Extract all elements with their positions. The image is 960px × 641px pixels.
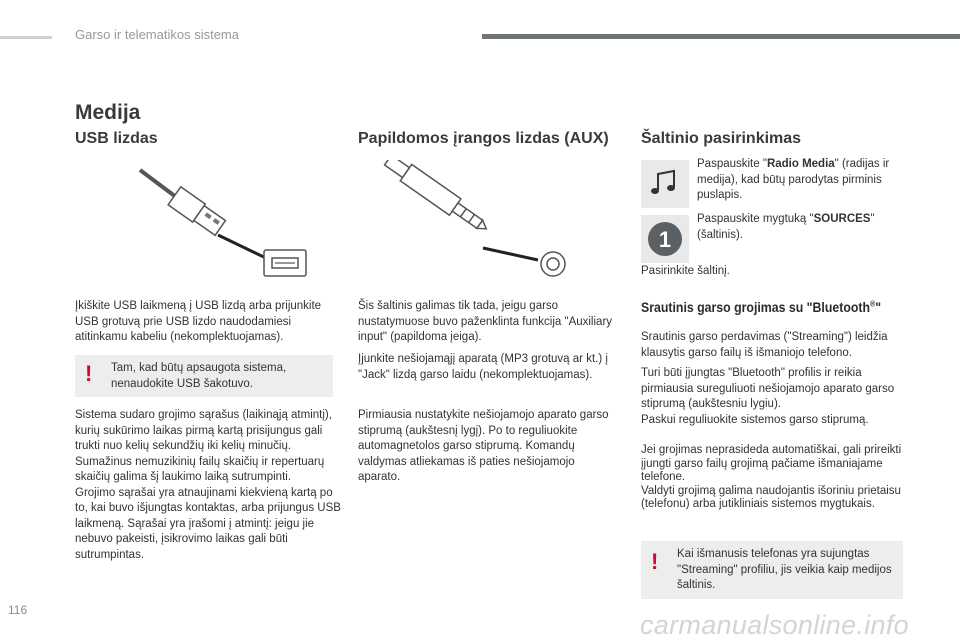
bluetooth-warning-text: Kai išmanusis telefonas yra sujungtas "Streaming" profiliu, jis veikia kaip medijos šaltinis. [677,548,892,591]
usb-update-text: Grojimo sąrašai yra atnaujinami kiekvieną kartą po to, kai buvo išjungtas kontaktas, arba prijungus USB laikmeną. Sąrašai yra įrašomi į atmintį: jeigu jie nebuvo pakeisti, įsikrovimo laikas gali būti sutrumpintas. [75,486,341,561]
aux-jack-illustration [358,160,578,285]
bluetooth-control-text: Valdyti grojimą galima naudojantis išoriniu prietaisu (telefonu) arba jutikliniais sistemos mygtukais. [641,484,901,510]
music-note-icon [641,160,689,208]
pointer-line [218,235,270,260]
usb-paragraph-2 [75,408,343,563]
header-rule-left [0,36,52,39]
radio-media-label: Radio Media [766,158,835,170]
bluetooth-paragraph-3 [641,444,913,512]
source-step-1: Paspauskite "Radio Media" (radijas ir medija), kad būtų parodytas pirminis puslapis. [697,158,890,201]
aux-paragraph-2: Įjunkite nešiojamąjį aparatą (MP3 grotuvą ar kt.) į "Jack" lizdą garso laidu (nekomplektuojamas). [358,353,608,381]
usb-stick-illustration [120,160,320,285]
page-number: 116 [8,603,28,617]
source-step-2: Paspauskite mygtuką "SOURCES" (šaltinis). [697,213,875,241]
source-heading: Šaltinio pasirinkimas [641,130,802,147]
bluetooth-heading: Srautinis garso grojimas su "Bluetooth®" [641,299,882,315]
sources-button-icon [641,215,689,263]
usb-warning-text: Tam, kad būtų apsaugota sistema, nenaudokite USB šakotuvo. [111,362,287,390]
bluetooth-volume-text: Paskui reguliuokite sistemos garso stiprumą. [641,413,869,426]
running-header: Garso ir telematikos sistema [75,27,239,42]
pointer-line [483,248,538,260]
bluetooth-warning-note [641,541,903,599]
usb-reduce-text: Sumažinus nemuzikinių failų skaičių ir repertuarų skaičių galima šį laukimo laiką sutrumpinti. [75,455,325,483]
sources-label: SOURCES [813,213,871,225]
aux-heading: Papildomos įrangos lizdas (AUX) [358,130,609,147]
bluetooth-paragraph-2 [641,366,913,428]
header-rule-right [482,34,960,39]
warning-icon: ! [651,549,659,574]
usb-heading: USB lizdas [75,130,158,147]
usb-plug [168,187,226,237]
aux-paragraph-3: Pirmiausia nustatykite nešiojamojo aparato garso stiprumą (aukštesnį lygį). Po to reguliuokite automagnetolos garso stiprumą. Komandų valdymas atliekamas iš paties nešiojamojo aparato. [358,409,609,483]
bluetooth-profile-text: Turi būti įjungtas "Bluetooth" profilis ir reikia pirmiausia sureguliuoti nešiojamojo aparato garso stiprumą (aukštesniu lygiu). [641,367,895,410]
source-select-text: Pasirinkite šaltinį. [641,265,730,277]
usb-paragraph-1: Įkiškite USB laikmeną į USB lizdą arba prijunkite USB grotuvą prie USB lizdo naudodamiesi atitinkamu kabeliu (nekomplektuojamas). [75,300,322,343]
watermark: carmanualsonline.info [640,610,909,640]
aux-paragraph-1: Šis šaltinis galimas tik tada, jeigu garso nustatymuose buvo paženklinta funkcija "Auxiliary input" (papildoma įeiga). [358,300,613,343]
radio-media-button-icon [641,160,689,208]
step-number: 1 [658,227,672,252]
bluetooth-paragraph-1: Srautinis garso perdavimas ("Streaming") leidžia klausytis garso failų iš išmaniojo telefono. [641,331,888,359]
usb-playlist-text: Sistema sudaro grojimo sąrašus (laikinąją atmintį), kurių sukūrimo laikas pirmą kartą prisijungus gali trukti nuo kelių sekundžių iki kelių minučių. [75,409,332,452]
bluetooth-autoplay-text: Jei grojimas neprasideda automatiškai, gali prireikti įjungti garso failų grojimą pačiame išmaniajame telefone. [641,444,902,483]
section-title: Medija [75,101,141,124]
warning-icon: ! [85,361,93,386]
usb-warning-note [75,355,333,397]
jack-plug [382,160,492,237]
